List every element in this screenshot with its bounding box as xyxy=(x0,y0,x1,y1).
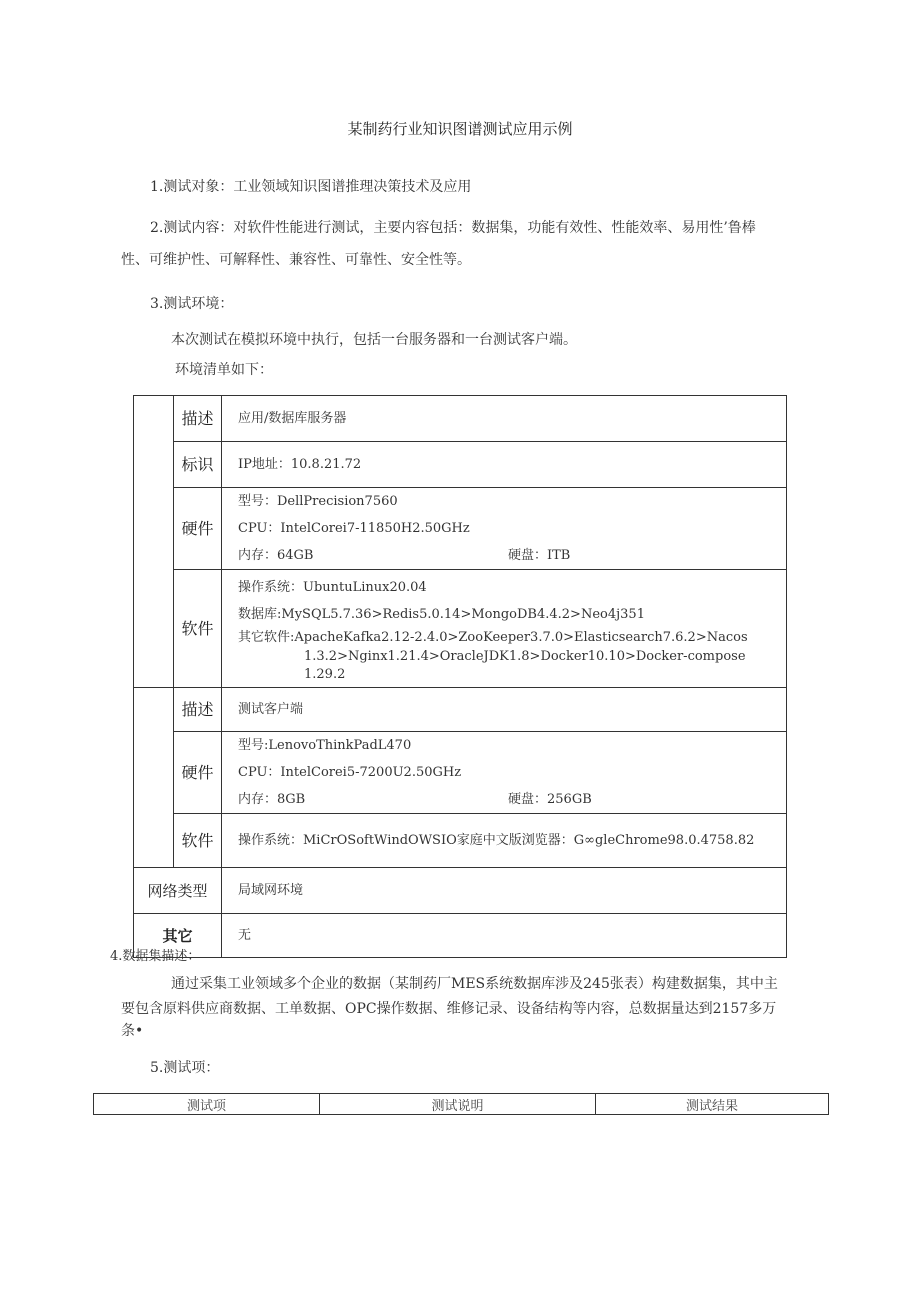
server-hardware-label: 硬件 xyxy=(174,488,222,570)
section-4-line-1: 通过采集工业领域多个企业的数据（某制药厂MES系统数据库涉及245张表）构建数据集，其中主 xyxy=(171,976,778,992)
test-items-table xyxy=(93,1093,829,1115)
client-cpu: CPU：IntelCorei5-7200U2.50GHz xyxy=(238,765,462,780)
section-4-line-2: 要包含原料供应商数据、工单数据、OPC操作数据、维修记录、设备结构等内容，总数据量达到2157多万 xyxy=(121,1001,777,1017)
server-group-cell xyxy=(134,396,174,688)
client-desc-value: 测试客户端 xyxy=(222,688,787,732)
network-value: 局域网环境 xyxy=(222,868,787,914)
test-table-header-row xyxy=(94,1094,829,1115)
client-hardware-row xyxy=(134,732,787,814)
client-memory: 内存：8GB xyxy=(238,792,306,807)
server-os: 操作系统：UbuntuLinux20.04 xyxy=(238,579,427,595)
server-software-value xyxy=(222,570,787,688)
server-database: 数据库:MySQL5.7.36>Redis5.0.14>MongoDB4.4.2>Neo4j351 xyxy=(238,606,645,622)
client-group-cell xyxy=(134,688,174,868)
server-software-row xyxy=(134,570,787,688)
server-hardware-row xyxy=(134,488,787,570)
server-id-row xyxy=(134,442,787,488)
other-value: 无 xyxy=(222,914,787,958)
section-4-heading: 4.数据集描述： xyxy=(110,949,201,964)
client-hardware-label: 硬件 xyxy=(174,732,222,814)
client-model: 型号:LenovoThinkPadL470 xyxy=(238,738,412,753)
client-software-row xyxy=(134,814,787,868)
section-3-list-intro: 环境清单如下： xyxy=(175,362,273,378)
server-other-software-2: 1.3.2>Nginx1.21.4>OracleJDK1.8>Docker10.10>Docker-compose xyxy=(304,648,746,664)
section-1-test-object: 1.测试对象：工业领域知识图谱推理决策技术及应用 xyxy=(150,179,472,195)
section-3-body: 本次测试在模拟环境中执行，包括一台服务器和一台测试客户端。 xyxy=(171,332,577,348)
server-desc-value: 应用/数据库服务器 xyxy=(222,396,787,442)
server-hardware-value xyxy=(222,488,787,570)
server-desc-label: 描述 xyxy=(174,396,222,442)
server-id-label: 标识 xyxy=(174,442,222,488)
client-hardware-value xyxy=(222,732,787,814)
environment-table xyxy=(133,395,787,958)
header-test-description: 测试说明 xyxy=(320,1094,596,1115)
section-3-heading: 3.测试环境： xyxy=(150,296,234,312)
client-mem-disk xyxy=(238,786,786,813)
header-test-item: 测试项 xyxy=(94,1094,320,1115)
section-2-line-2: 性、可维护性、可解释性、兼容性、可靠性、安全性等。 xyxy=(121,252,471,268)
server-mem-disk xyxy=(238,542,786,569)
server-cpu: CPU：IntelCorei7-11850H2.50GHz xyxy=(238,521,470,536)
server-other-software-3: 1.29.2 xyxy=(304,666,346,682)
client-disk: 硬盘：256GB xyxy=(508,792,592,807)
section-5-heading: 5.测试项： xyxy=(150,1060,220,1076)
client-desc-label: 描述 xyxy=(174,688,222,732)
server-other-software-1: 其它软件:ApacheKafka2.12-2.4.0>ZooKeeper3.7.0>Elasticsearch7.6.2>Nacos xyxy=(238,629,748,645)
server-id-value: IP地址：10.8.21.72 xyxy=(222,442,787,488)
server-memory: 内存：64GB xyxy=(238,548,314,563)
network-label: 网络类型 xyxy=(134,868,222,914)
header-test-result: 测试结果 xyxy=(596,1094,829,1115)
section-2-line-1: 2.测试内容：对软件性能进行测试，主要内容包括：数据集，功能有效性、性能效率、易用性’鲁棒 xyxy=(150,220,756,236)
server-disk: 硬盘：ITB xyxy=(508,548,571,563)
client-software-label: 软件 xyxy=(174,814,222,868)
other-row xyxy=(134,914,787,958)
other-label: 其它 xyxy=(134,914,222,958)
server-model: 型号：DellPrecision7560 xyxy=(238,494,398,509)
server-desc-row xyxy=(134,396,787,442)
document-title: 某制药行业知识图谱测试应用示例 xyxy=(347,120,573,138)
network-row xyxy=(134,868,787,914)
section-4-line-3: 条• xyxy=(121,1023,144,1039)
server-software-label: 软件 xyxy=(174,570,222,688)
client-desc-row xyxy=(134,688,787,732)
client-software-value: 操作系统：MiCrOSoftWindOWSIO家庭中文版浏览器：G∞gleChrome98.0.4758.82 xyxy=(222,814,787,868)
